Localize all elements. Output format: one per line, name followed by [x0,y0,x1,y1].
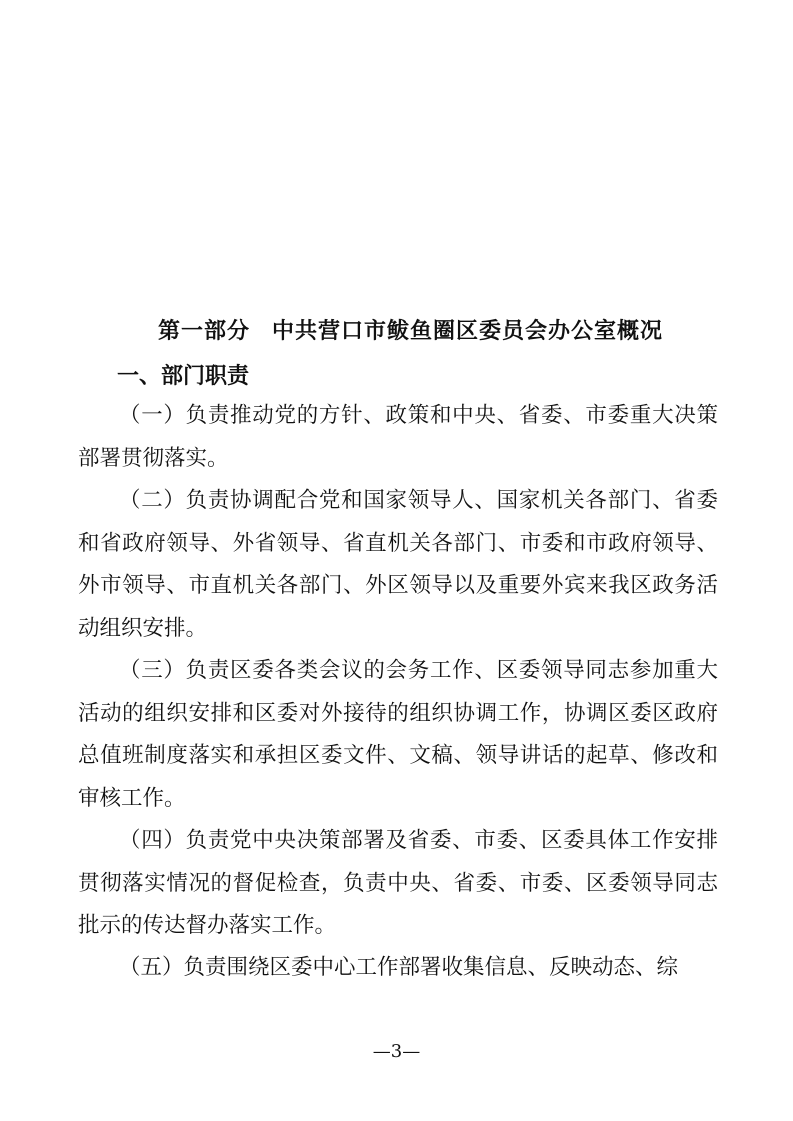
heading-part-label: 第一部分 [158,318,251,344]
heading-title: 中共营口市鲅鱼圈区委员会办公室概况 [272,318,664,344]
paragraph-2: （二）负责协调配合党和国家领导人、国家机关各部门、省委和省政府领导、外省领导、省直机关各部门、市委和市政府领导、外市领导、市直机关各部门、外区领导以及重要外宾来我区政务活动组织安排。 [78,488,718,641]
paragraph-4: （四）负责党中央决策部署及省委、市委、区委具体工作安排贯彻落实情况的督促检查，负责中央、省委、市委、区委领导同志批示的传达督办落实工作。 [78,828,718,939]
paragraph-1: （一）负责推动党的方针、政策和中央、省委、市委重大决策部署贯彻落实。 [78,403,718,471]
paragraph-3: （三）负责区委各类会议的会务工作、区委领导同志参加重大活动的组织安排和区委对外接待的组织协调工作，协调区委区政府总值班制度落实和承担区委文件、文稿、领导讲话的起草、修改和审核工作。 [78,658,718,811]
section-title: 一、部门职责 [117,363,250,389]
paragraph-5: （五）负责围绕区委中心工作部署收集信息、反映动态、综 [119,955,679,980]
page-heading [158,317,663,345]
page-number: —3— [372,1041,421,1062]
